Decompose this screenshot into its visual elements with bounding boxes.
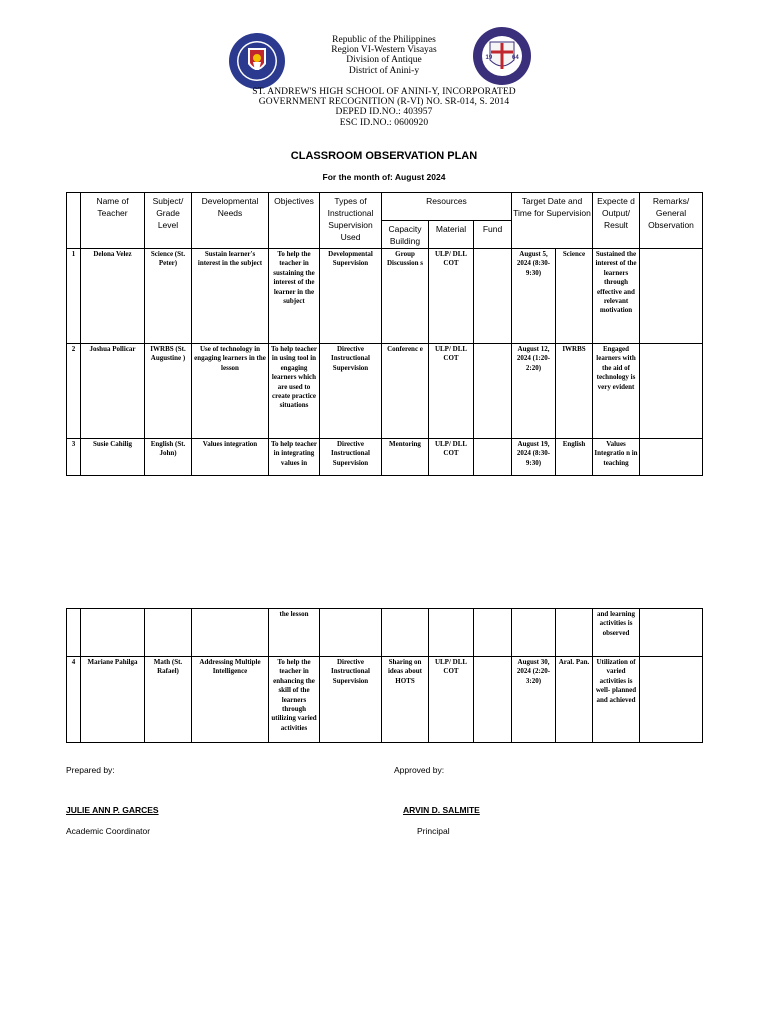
teacher-name: Susie Cahilig: [81, 439, 145, 476]
objectives: To help the teacher in sustaining the interest of the learner in the subject: [269, 249, 320, 344]
target-date: [512, 609, 556, 657]
material: [429, 609, 474, 657]
header-objectives: Objectives: [269, 193, 320, 249]
teacher-name: [81, 609, 145, 657]
prepared-by-label: Prepared by:: [66, 765, 115, 775]
capacity-building: Sharing on ideas about HOTS: [382, 657, 429, 743]
developmental-needs: Use of technology in engaging learners in the lesson: [192, 344, 269, 439]
document-title: CLASSROOM OBSERVATION PLAN: [290, 150, 478, 162]
table-row: [67, 657, 703, 743]
material: ULP/ DLL COT: [429, 657, 474, 743]
supervision-type: Directive Instructional Supervision: [320, 657, 382, 743]
fund: [474, 249, 512, 344]
government-recognition: GOVERNMENT RECOGNITION (R-VI) NO. SR-014, S. 2014: [258, 97, 510, 108]
subject-grade: [145, 609, 192, 657]
capacity-building: Conferenc e: [382, 344, 429, 439]
remarks: [640, 439, 703, 476]
header-material: Material: [429, 221, 474, 249]
prepared-by-role: Academic Coordinator: [66, 826, 151, 836]
subject-grade: Math (St. Rafael): [145, 657, 192, 743]
gov-line: Region VI-Western Visayas: [331, 45, 437, 56]
target-subject: IWRBS: [556, 344, 593, 439]
material: ULP/ DLL COT: [429, 344, 474, 439]
subject-grade: English (St. John): [145, 439, 192, 476]
capacity-building: Group Discussion s: [382, 249, 429, 344]
header-capacity: Capacity Building: [382, 221, 429, 249]
remarks: [640, 249, 703, 344]
header-expected: Expecte d Output/ Result: [593, 193, 640, 249]
header-teacher: Name of Teacher: [81, 193, 145, 249]
developmental-needs: [192, 609, 269, 657]
target-subject: [556, 609, 593, 657]
gov-line: Division of Antique: [346, 55, 422, 66]
supervision-type: Developmental Supervision: [320, 249, 382, 344]
developmental-needs: Values integration: [192, 439, 269, 476]
header-needs: Developmental Needs: [192, 193, 269, 249]
row-number: [67, 609, 81, 657]
capacity-building: Mentoring: [382, 439, 429, 476]
table-row: [67, 249, 703, 344]
target-date: August 30, 2024 (2:20- 3:20): [512, 657, 556, 743]
fund: [474, 657, 512, 743]
subject-grade: IWRBS (St. Augustine ): [145, 344, 192, 439]
developmental-needs: Addressing Multiple Intelligence: [192, 657, 269, 743]
fund: [474, 344, 512, 439]
svg-text:64: 64: [512, 55, 519, 61]
teacher-name: Mariane Pahilga: [81, 657, 145, 743]
supervision-type: Directive Instructional Supervision: [320, 439, 382, 476]
developmental-needs: Sustain learner's interest in the subject: [192, 249, 269, 344]
header-subject: Subject/ Grade Level: [145, 193, 192, 249]
esc-id: ESC ID.NO.: 0600920: [339, 117, 429, 128]
table-row-continuation: [67, 609, 703, 657]
subject-grade: Science (St. Peter): [145, 249, 192, 344]
header-resources: Resources: [382, 193, 512, 221]
row-number: 1: [67, 249, 81, 344]
approved-by-name: ARVIN D. SALMITE: [403, 805, 480, 815]
objectives: the lesson: [269, 609, 320, 657]
header-remarks: Remarks/ General Observation: [640, 193, 703, 249]
target-date: August 5, 2024 (8:30- 9:30): [512, 249, 556, 344]
school-lines: [0, 87, 768, 128]
objectives: To help teacher in integrating values in: [269, 439, 320, 476]
document-subtitle: For the month of: August 2024: [322, 172, 446, 182]
target-subject: Science: [556, 249, 593, 344]
row-number: 2: [67, 344, 81, 439]
expected-output: and learning activities is observed: [593, 609, 640, 657]
objectives: To help the teacher in enhancing the skill of the learners through utilizing varied activities: [269, 657, 320, 743]
table-row: [67, 439, 703, 476]
school-seal-logo: [472, 26, 532, 86]
deped-id: DEPED ID.NO.: 403957: [335, 107, 433, 118]
teacher-name: Delona Velez: [81, 249, 145, 344]
svg-text:19: 19: [485, 55, 493, 61]
header-fund: Fund: [474, 221, 512, 249]
expected-output: Values Integratio n in teaching: [593, 439, 640, 476]
gov-line: Republic of the Philippines: [332, 35, 436, 45]
government-lines: [0, 35, 768, 76]
approved-by-label: Approved by:: [394, 765, 445, 775]
prepared-by-name: JULIE ANN P. GARCES: [66, 805, 159, 815]
header-types: Types of Instructional Supervision Used: [320, 193, 382, 249]
target-date: August 19, 2024 (8:30- 9:30): [512, 439, 556, 476]
material: ULP/ DLL COT: [429, 439, 474, 476]
remarks: [640, 344, 703, 439]
school-name: ST. ANDREW'S HIGH SCHOOL OF ANINI-Y, INCORPORATED: [252, 87, 516, 97]
observation-plan-table: [66, 192, 703, 476]
target-subject: English: [556, 439, 593, 476]
approved-by-role: Principal: [417, 826, 450, 836]
remarks: [640, 609, 703, 657]
header-target: Target Date and Time for Supervision: [512, 193, 593, 249]
fund: [474, 609, 512, 657]
capacity-building: [382, 609, 429, 657]
fund: [474, 439, 512, 476]
target-subject: Aral. Pan.: [556, 657, 593, 743]
supervision-type: Directive Instructional Supervision: [320, 344, 382, 439]
row-number: 4: [67, 657, 81, 743]
expected-output: Utilization of varied activities is well- planned and achieved: [593, 657, 640, 743]
remarks: [640, 657, 703, 743]
objectives: To help teacher in using tool in engaging learners which are used to create practice situations: [269, 344, 320, 439]
teacher-name: Joshua Pollicar: [81, 344, 145, 439]
table-row: [67, 344, 703, 439]
supervision-type: [320, 609, 382, 657]
header-number: [67, 193, 81, 249]
observation-plan-table-continued: [66, 608, 703, 743]
row-number: 3: [67, 439, 81, 476]
gov-line: District of Anini-y: [348, 65, 420, 76]
expected-output: Sustained the interest of the learners through effective and relevant motivation: [593, 249, 640, 344]
material: ULP/ DLL COT: [429, 249, 474, 344]
target-date: August 12, 2024 (1:20- 2:20): [512, 344, 556, 439]
expected-output: Engaged learners with the aid of technology is very evident: [593, 344, 640, 439]
